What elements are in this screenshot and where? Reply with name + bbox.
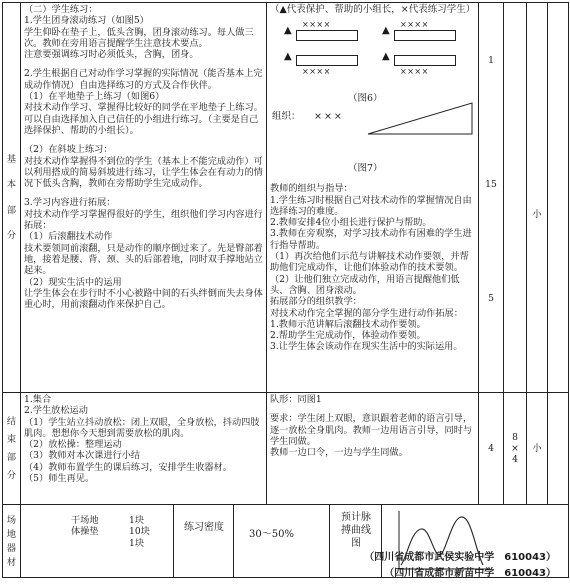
gym-mat [394, 55, 456, 66]
equip-qty: 10块 [129, 526, 150, 538]
gym-mat [296, 55, 358, 66]
time-end: 4 [488, 442, 494, 454]
end-left-text [24, 394, 263, 484]
section-char: 场 [6, 514, 17, 526]
divider [233, 505, 234, 577]
divider [329, 505, 330, 577]
blank-column-basic [548, 3, 569, 393]
text-line: 3.教师在旁观察，对学习技术动作有困难的学生进行指导帮助。 [270, 228, 472, 251]
leader-triangle: ▲ [284, 25, 292, 37]
text-line: 对技术动作学习掌握得很好的学生，组织他们学习内容进行拓展： [24, 208, 263, 232]
section-label-basic [3, 3, 21, 393]
text-line: （1）学生站立抖动放松：闭上双眼，全身放松，抖动四肢肌肉。想想你今天想到需要放松的肌肉。 [24, 416, 260, 439]
text-line: 对技术动作完全掌握的部分学生进行动作拓展： [270, 307, 463, 319]
section-char: 本 [6, 179, 17, 191]
gym-mat [394, 30, 456, 41]
text-line: （1）再次给他们示范与讲解技术动作要领，并帮助他们完成动作，让他们体验动作的技术要领。 [270, 251, 469, 274]
section-char: 部 [6, 451, 17, 463]
text-line: 队形：同图1 [270, 394, 322, 405]
lesson-plan-table [2, 2, 569, 578]
text-line: 3.学习内容进行拓展： [24, 197, 116, 209]
time-column-end [479, 393, 504, 505]
student-row: ×××× [400, 67, 429, 77]
text-line: 注意要强调练习时必须低头，含胸，团身。 [24, 49, 199, 61]
text-line: 要求：学生闭上双眼，意识跟着老师的语言引导，逐一放松全身肌肉。教师一边用语言引导，同时与学生同做。 [270, 413, 473, 447]
text-line: （2）在斜坡上练习： [24, 144, 113, 156]
org-students: ××× [314, 111, 344, 123]
figure-7-caption: （图7） [348, 163, 383, 175]
text-line: 1.教师示范讲解后滚翻技术动作要领。 [270, 318, 426, 330]
section-char: 器 [6, 542, 17, 554]
text-line: （5）师生再见。 [24, 473, 95, 485]
section-label-equip [3, 505, 21, 578]
text-line: （二）学生练习： [24, 4, 98, 15]
time-5: 5 [488, 293, 494, 304]
text-line: （3）教师对本次课进行小结 [24, 450, 141, 462]
section-char: 基 [6, 153, 17, 165]
text-line: 让学生体会在步行时不小心被路中间的石头绊倒而失去身体重心时，用前滚翻动作来保护自己。 [24, 287, 263, 311]
basic-left-text [24, 4, 263, 310]
text-line: （2）放松操：整理运动 [24, 439, 122, 451]
density-label: 练习密度 [184, 522, 224, 533]
text-line: 教师的组织与指导： [270, 183, 353, 195]
end-content-right [267, 393, 479, 505]
text-line: 3.让学生体会该动作在现实生活中的实际运用。 [270, 341, 463, 353]
count-end: 8×4 [511, 431, 519, 466]
footer-school-2: （四川省成都市新苗中学 610043） [384, 568, 556, 579]
equip-name [71, 538, 129, 549]
section-char: 部 [6, 204, 17, 216]
student-row: ×××× [302, 67, 331, 77]
text-line: （2）让他们独立完成动作，用语言提醒他们低头、含胸、团身滚动。 [270, 273, 460, 296]
density-value: 30～50% [249, 529, 294, 540]
student-row: ×××× [302, 20, 331, 30]
text-line: 1.学生练习时根据自己对技术动作的掌握情况自由选择练习的难度。 [270, 194, 472, 217]
end-content-left [21, 393, 267, 505]
legend-text: （▲代表保护、帮助的小组长，×代表练习学生） [270, 4, 476, 15]
curve-label: 预计脉搏曲线图 [341, 512, 371, 549]
section-char: 材 [6, 556, 17, 568]
footer-school-1: （四川省成都市武侯实验中学 610043） [364, 552, 556, 563]
section-char: 地 [6, 528, 17, 540]
count-column-basic [504, 3, 527, 393]
text-line: 学生仰卧在垫子上，低头含胸，团身滚动练习。每人做三次。教师在旁用语言提醒学生注意技术要点。 [24, 26, 254, 49]
section-char: 结 [6, 415, 17, 427]
student-row: ×××× [400, 20, 429, 30]
intensity-basic: 小 [532, 209, 542, 220]
text-line: 对技术动作学习、掌握得比较好的同学在平地垫子上练习。可以自由选择加入自己信任的小组进行练习。（主要是自己选择保护、帮助的小组长）。 [24, 102, 263, 136]
gym-mat [296, 30, 358, 41]
section-char: 分 [6, 469, 17, 481]
end-right-text [270, 394, 475, 458]
text-line: 拓展部分的组织教学： [270, 296, 362, 308]
section-char: 束 [6, 433, 17, 445]
text-line: 2.学生根据自己对动作学习掌握的实际情况（能否基本上完成动作情况）自由选择练习的方式及合作伙伴。 [24, 68, 263, 91]
org-label: 组织： [272, 111, 301, 123]
divider [173, 505, 174, 577]
text-line: 2.帮助学生完成动作，体验动作要领。 [270, 330, 426, 342]
text-line: （4）教师布置学生的课后练习，安排学生收器材。 [24, 461, 232, 473]
text-line: （1）在平地垫子上练习（如图6） [24, 91, 165, 103]
lesson-plan-sheet [2, 2, 568, 582]
basic-content-left [21, 3, 267, 393]
leader-triangle: ▲ [382, 25, 390, 37]
time-15: 15 [485, 179, 497, 190]
divider [381, 505, 382, 577]
basic-content-right [267, 3, 479, 393]
leader-triangle: ▲ [382, 51, 390, 63]
count-column-end [504, 393, 527, 505]
time-column-basic [479, 3, 504, 393]
equip-qty: 1块 [129, 515, 145, 526]
basic-right-text [270, 183, 475, 352]
intensity-column-basic [527, 3, 548, 393]
figure-6-caption: （图6） [348, 93, 383, 105]
blank-column-end [548, 393, 569, 505]
text-line: 1.学生团身滚动练习（如图5） [24, 15, 149, 27]
text-line: 1.集合 [24, 394, 52, 405]
text-line: （1）后滚翻技术动作 [24, 231, 113, 243]
intensity-end: 小 [532, 442, 542, 454]
text-line: （2）现实生活中的运用 [24, 276, 122, 288]
text-line: 2.学生放松运动 [24, 405, 88, 417]
time-1: 1 [488, 55, 494, 66]
text-line: 技术要领同前滚翻，只是动作的顺序倒过来了。先是臀部着地，接着是腰、背、颈、头的后部着地，同时双手撑地站立起来。 [24, 242, 263, 277]
intensity-column-end [527, 393, 548, 505]
section-char: 分 [6, 229, 17, 241]
equip-name: 体操垫 [71, 526, 99, 538]
equip-qty: 1块 [129, 537, 145, 549]
equip-list [71, 515, 150, 549]
text-line: 对技术动作掌握得不到位的学生（基本上不能完成动作）可以利用搭成的简易斜坡进行练习，让学生体会在有动力的情况下低头含胸，教师在旁帮助学生完成动作。 [24, 155, 263, 190]
equip-name: 干场地 [71, 515, 99, 526]
section-label-end [3, 393, 21, 505]
formation-diagram [270, 15, 475, 183]
text-line: 教师一边口令，一边与学生同做。 [270, 447, 408, 459]
slope-triangle [366, 101, 476, 137]
leader-triangle: ▲ [284, 51, 292, 63]
text-line: 2.教师安排4位小组长进行保护与帮助。 [270, 217, 432, 229]
